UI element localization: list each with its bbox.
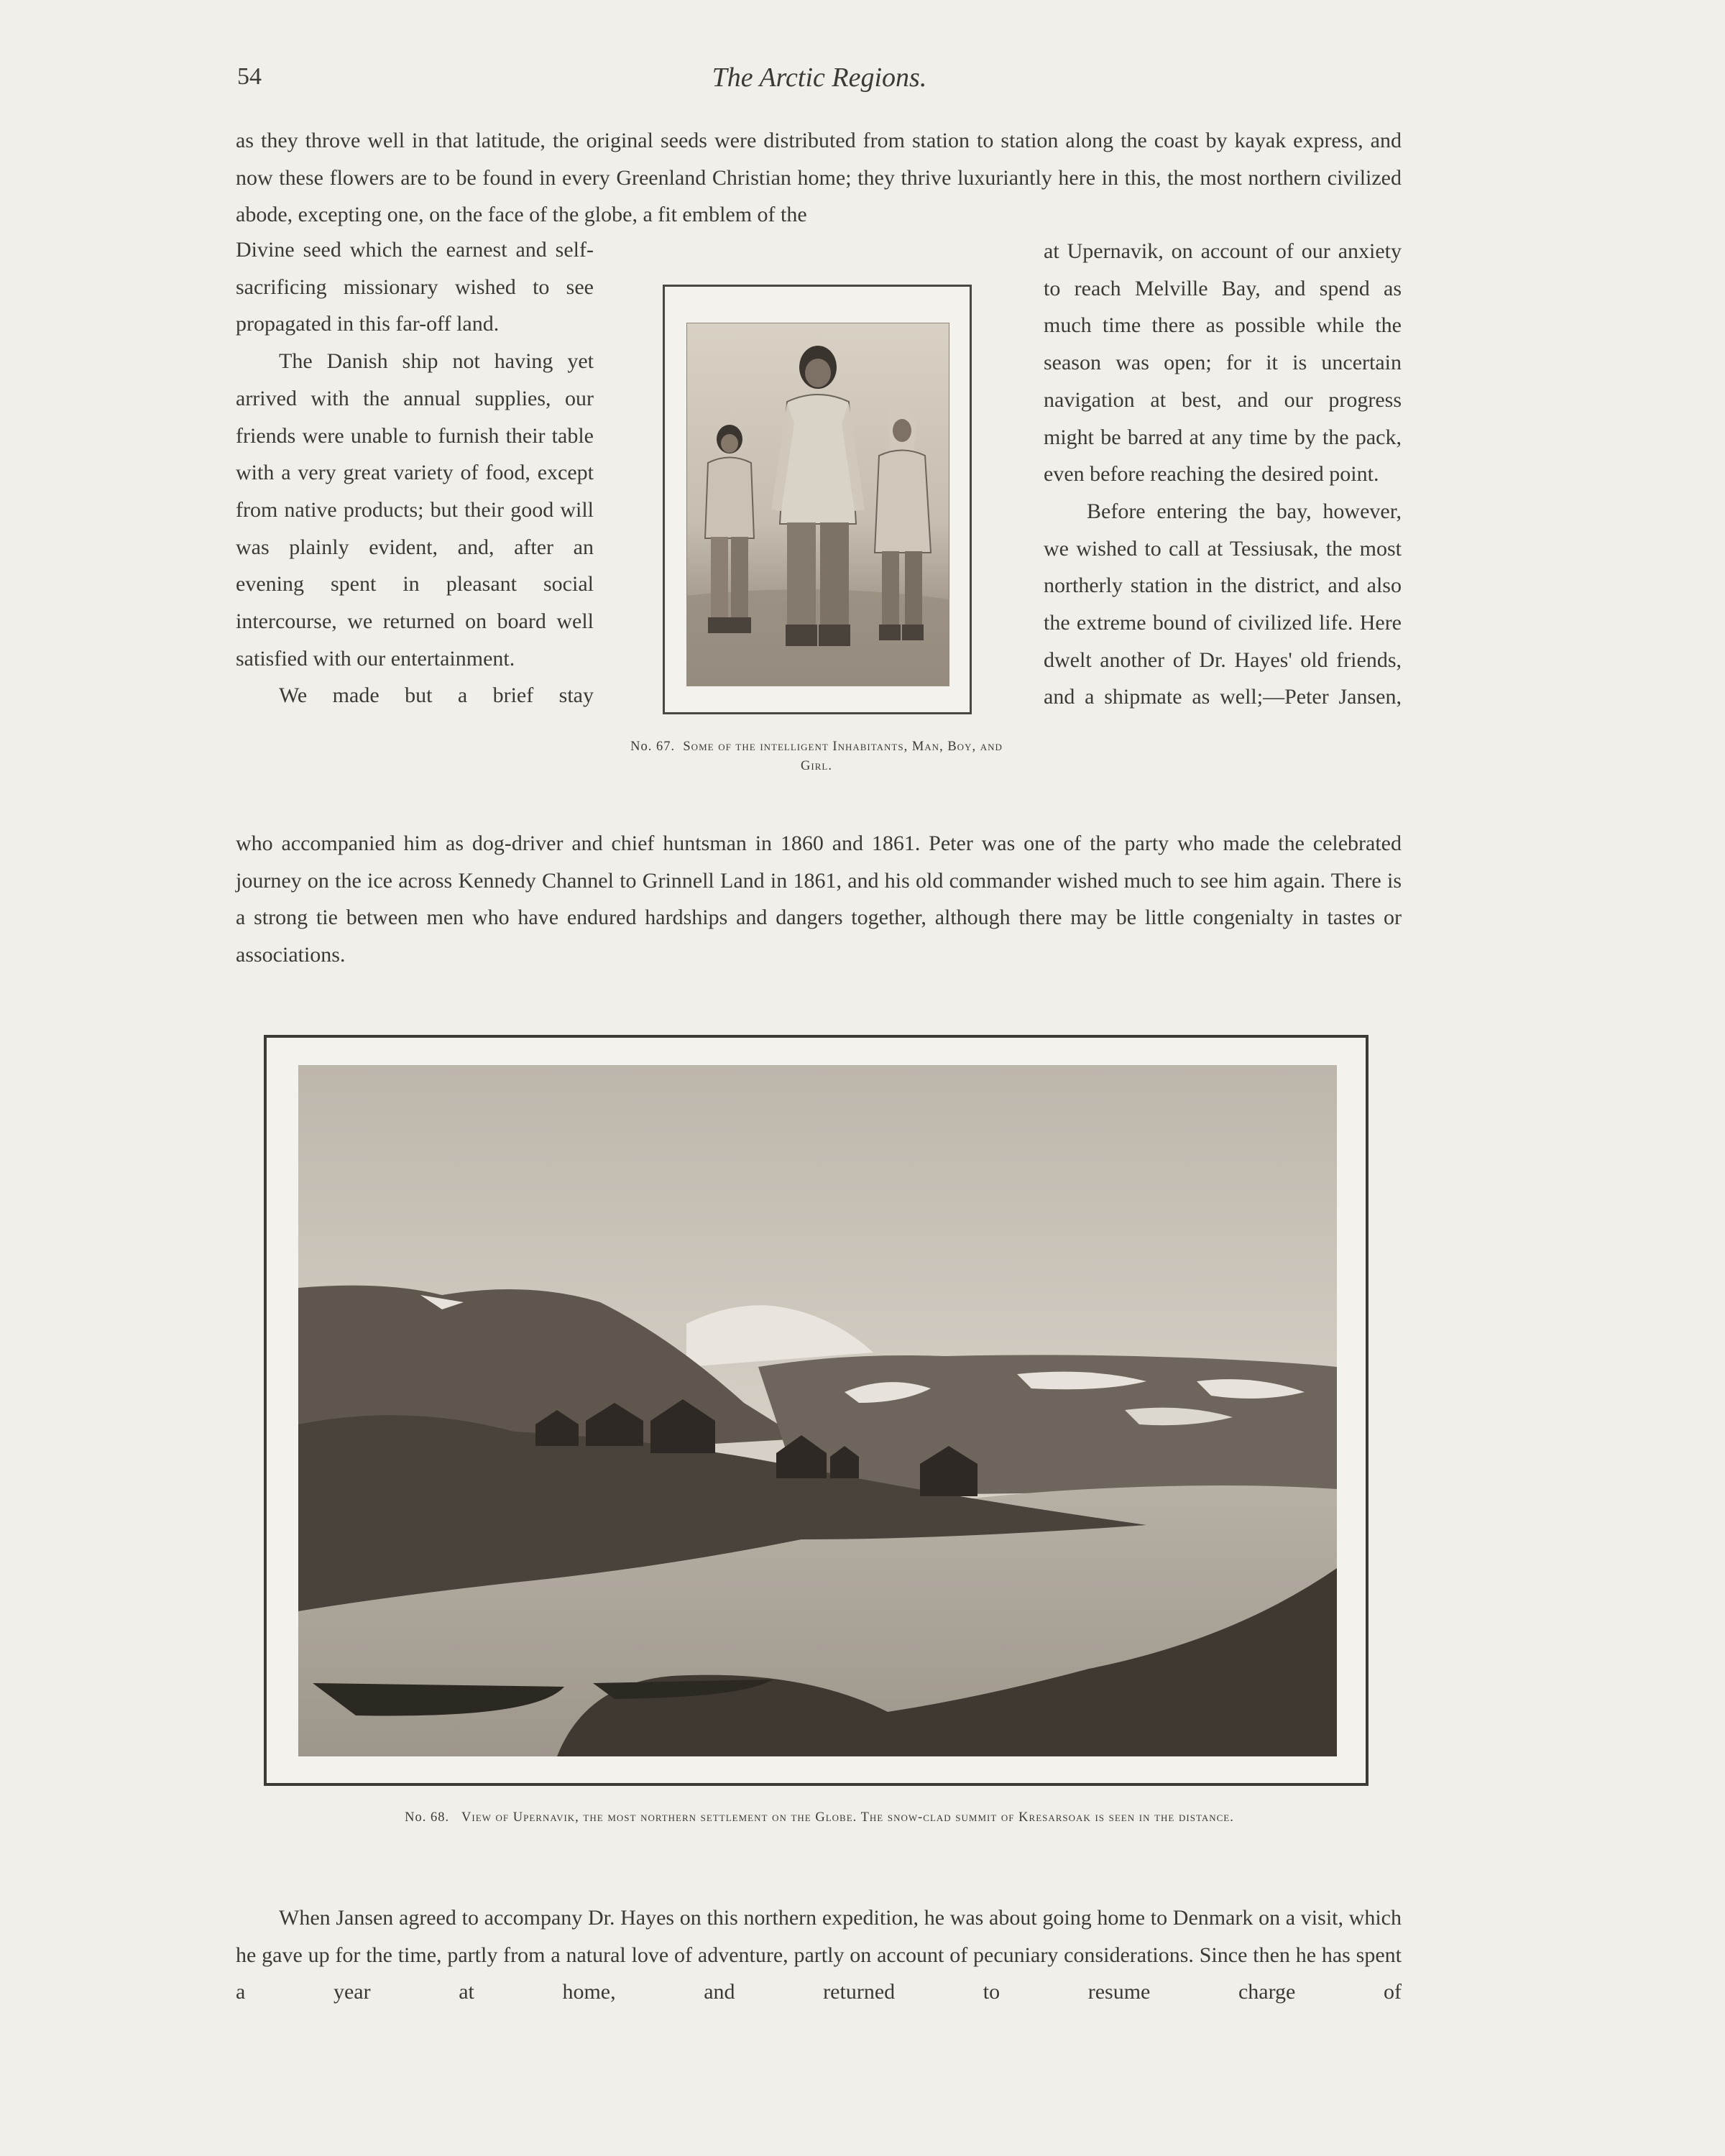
figure-67-photo-frame	[663, 285, 972, 714]
bottom-paragraph-block	[236, 1899, 1402, 2011]
right-column-paragraph-2: Before entering the bay, however, we wished to call at Tessiusak, the most northerly station in the district, and also the extreme bound of civilized life. Here dwelt another of Dr. Hayes' old friends, and a shipmate as well;—Peter Jansen,	[1044, 499, 1402, 709]
left-column	[236, 231, 594, 714]
page-header	[237, 63, 1402, 99]
top-paragraph-block	[236, 122, 1402, 234]
continuation-paragraph-block	[236, 825, 1402, 973]
running-title: The Arctic Regions.	[712, 63, 927, 93]
page-number: 54	[237, 63, 262, 90]
figure-68-photograph	[298, 1065, 1337, 1756]
left-column-paragraph-1: Divine seed which the earnest and self-sacrificing missionary wished to see propagated in this far-off land.	[236, 238, 594, 336]
top-paragraph: as they throve well in that latitude, the original seeds were distributed from station to station along the coast by kayak express, and now these flowers are to be found in every Greenland Christian home; they thrive luxuriantly here in this, the most northern civilized abode, excepting one, on the face of the globe, a fit emblem of the	[236, 129, 1402, 226]
left-column-paragraph-2: The Danish ship not having yet arrived with the annual supplies, our friends were unable to furnish their table with a very great variety of food, except from native products; but their good will was plainly evident, and, after an evening spent in pleasant social intercourse, we returned on board well satisfied with our entertainment.	[236, 349, 594, 671]
right-column-paragraph-1: at Upernavik, on account of our anxiety to reach Melville Bay, and spend as much time there as possible while the season was open; for it is uncertain navigation at best, and our progress might be barred at any time by the pack, even before reaching the desired point.	[1044, 239, 1402, 487]
figure-68-caption	[237, 1807, 1402, 1828]
figure-67-number: No. 67.	[630, 740, 676, 754]
figure-67-photograph	[686, 323, 949, 686]
continuation-paragraph: who accompanied him as dog-driver and chief huntsman in 1860 and 1861. Peter was one of the party who made the celebrated journey on the ice across Kennedy Channel to Grinnell Land in 1861, and his old commander wished much to see him again. There is a strong tie between men who have endured hardships and dangers together, although there may be little congenialty in tastes or associations.	[236, 831, 1402, 967]
left-column-paragraph-3: We made but a brief stay	[279, 683, 594, 708]
figure-67-caption-text: Some of the intelligent Inhabitants, Man, Boy, and Girl.	[683, 740, 1003, 773]
figure-68-caption-text: View of Upernavik, the most northern settlement on the Globe. The snow-clad summit of Kresarsoak is seen in the distance.	[461, 1810, 1234, 1825]
right-column	[1044, 233, 1402, 716]
figure-67-caption	[618, 737, 1015, 776]
figure-68-photo-frame	[264, 1035, 1368, 1786]
bottom-paragraph: When Jansen agreed to accompany Dr. Hayes on this northern expedition, he was about going home to Denmark on a visit, which he gave up for the time, partly from a natural love of adventure, partly on account of pecuniary considerations. Since then he has spent a year at home, and returned to resume charge of	[236, 1906, 1402, 2004]
figure-68-number: No. 68.	[405, 1810, 450, 1825]
